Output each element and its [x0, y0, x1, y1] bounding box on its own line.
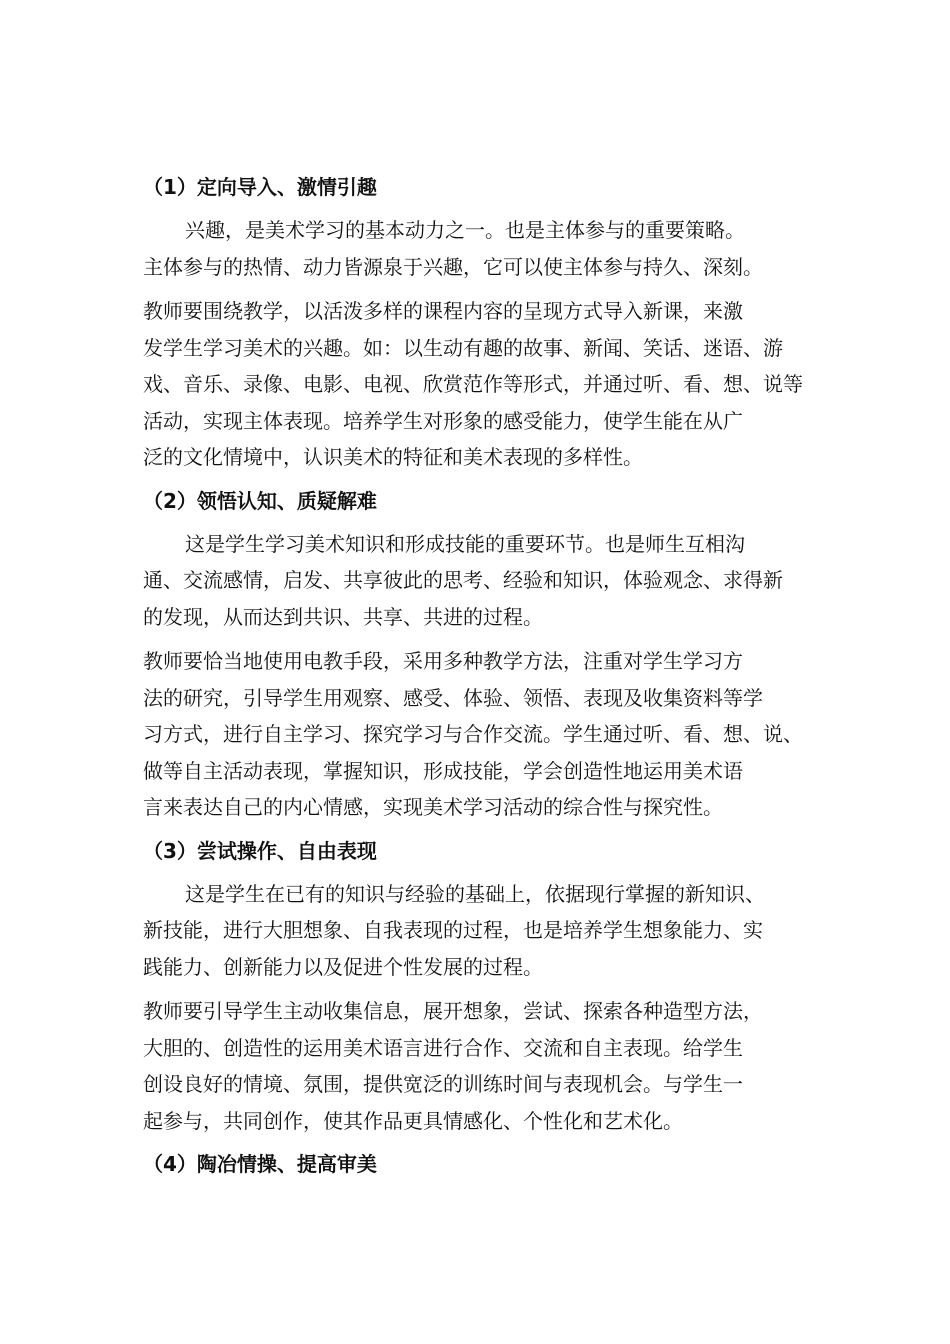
text-line: 教师要恰当地使用电教手段，采用多种教学方法，注重对学生学习方 [143, 649, 743, 673]
text-line: 这是学生学习美术知识和形成技能的重要环节。也是师生互相沟 [185, 531, 745, 556]
text-line: 践能力、创新能力以及促进个性发展的过程。 [143, 954, 543, 979]
text-line: 做等自主活动表现，掌握知识，形成技能，学会创造性地运用美术语 [143, 758, 743, 783]
text-line: 发学生学习美术的兴趣。如：以生动有趣的故事、新闻、笑话、迷语、游 [143, 335, 783, 360]
text-line: 教师要引导学生主动收集信息，展开想象，尝试、探索各种造型方法， [143, 999, 763, 1023]
section-heading: （2）领悟认知、质疑解难 [143, 488, 377, 513]
paragraph [143, 876, 833, 986]
text-line: 戏、音乐、录像、电影、电视、欣赏范作等形式，并通过听、看、想、说等 [143, 372, 803, 396]
paragraph [143, 293, 833, 476]
text-line: 教师要围绕教学，以活泼多样的课程内容的呈现方式导入新课，来激 [143, 299, 743, 323]
section-heading: （3）尝试操作、自由表现 [143, 838, 377, 863]
document-body [143, 170, 833, 1189]
section-heading: （4）陶冶情操、提高审美 [143, 1152, 377, 1176]
paragraph [143, 212, 833, 285]
text-line: 主体参与的热情、动力皆源泉于兴趣，它可以使主体参与持久、深刻。 [143, 254, 763, 279]
text-line: 法的研究，引导学生用观察、感受、体验、领悟、表现及收集资料等学 [143, 685, 763, 710]
text-line: 通、交流感情，启发、共享彼此的思考、经验和知识，体验观念、求得新 [143, 568, 783, 592]
text-line: 起参与，共同创作，使其作品更具情感化、个性化和艺术化。 [143, 1108, 683, 1133]
text-line: 新技能，进行大胆想象、自我表现的过程，也是培养学生想象能力、实 [143, 918, 763, 942]
text-line: 泛的文化情境中，认识美术的特征和美术表现的多样性。 [143, 445, 643, 469]
paragraph [143, 643, 833, 826]
text-line: 大胆的、创造性的运用美术语言进行合作、交流和自主表现。给学生 [143, 1035, 743, 1060]
section-heading: （1）定向导入、激情引趣 [143, 175, 377, 199]
text-line: 这是学生在已有的知识与经验的基础上，依据现行掌握的新知识、 [185, 881, 765, 906]
paragraph [143, 526, 833, 636]
text-line: 习方式，进行自主学习、探究学习与合作交流。学生通过听、看、想、说、 [143, 722, 803, 746]
text-line: 的发现，从而达到共识、共享、共进的过程。 [143, 604, 543, 629]
paragraph [143, 993, 833, 1139]
text-line: 言来表达自己的内心情感，实现美术学习活动的综合性与探究性。 [143, 795, 723, 819]
text-line: 创设良好的情境、氛围，提供宽泛的训练时间与表现机会。与学生一 [143, 1072, 743, 1096]
text-line: 兴趣，是美术学习的基本动力之一。也是主体参与的重要策略。 [185, 218, 745, 242]
text-line: 活动，实现主体表现。培养学生对形象的感受能力，使学生能在从广 [143, 408, 743, 433]
